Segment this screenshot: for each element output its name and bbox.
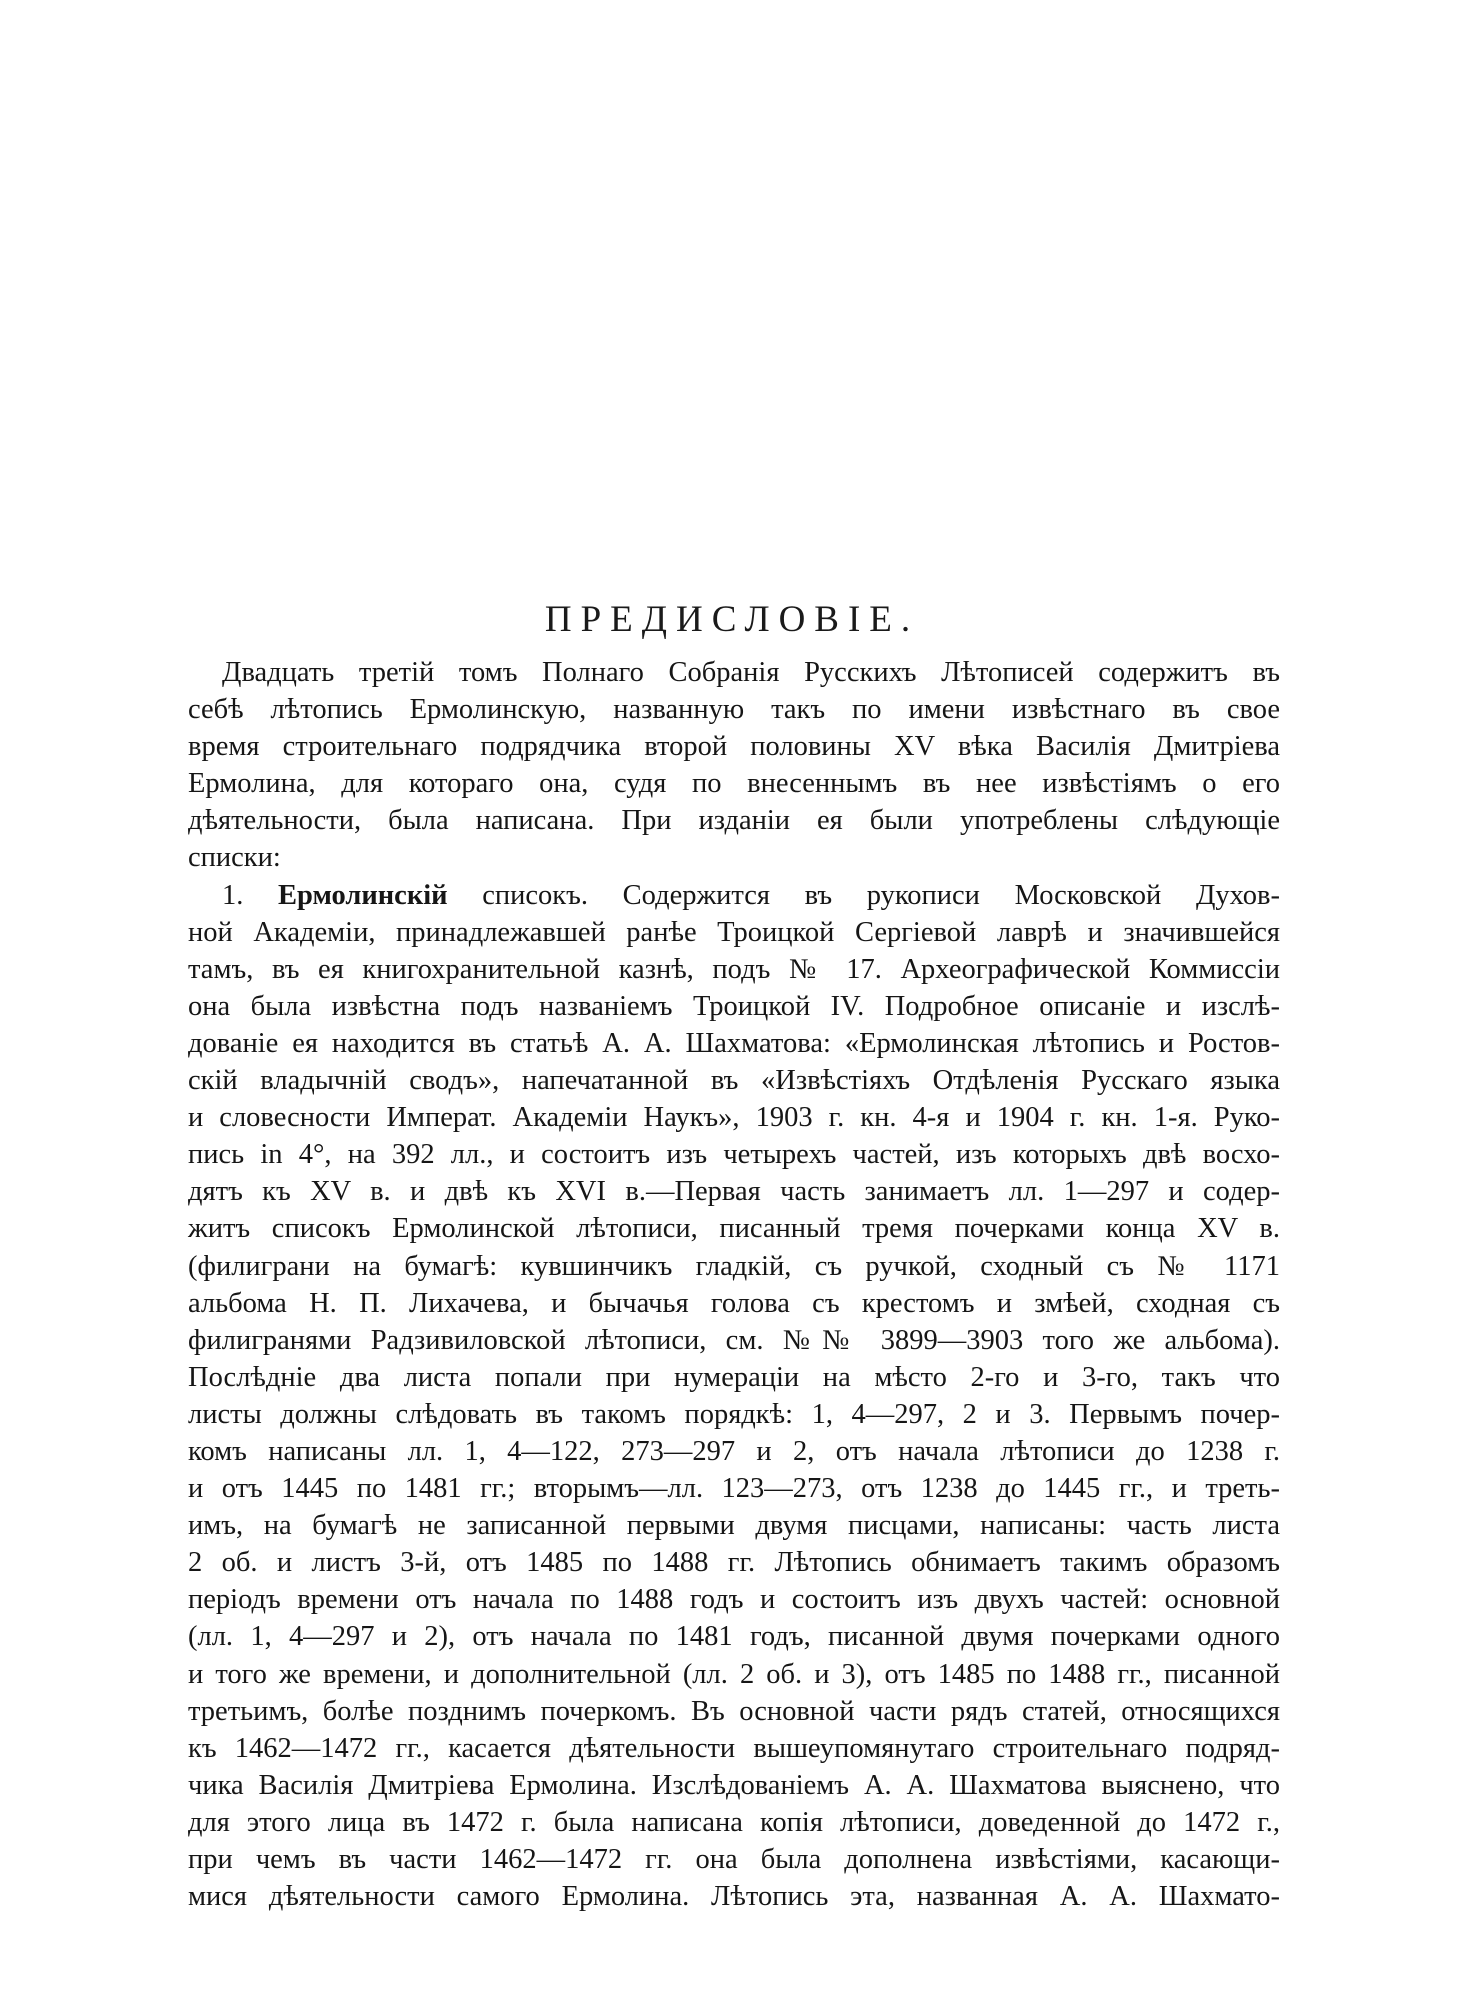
text-line: [188, 1693, 1280, 1730]
line-text: дованіе ея находится въ статьѣ А. А. Шахматова: «Ермолинская лѣтопись и Ростов-: [188, 1027, 1280, 1059]
text-line: [188, 1099, 1280, 1136]
text-line: [188, 988, 1280, 1025]
text-line: [188, 1396, 1280, 1433]
line-text: Послѣдніе два листа попали при нумераціи на мѣсто 2-го и 3-го, такъ что: [188, 1361, 1280, 1393]
line-text: пись in 4°, на 392 лл., и состоитъ изъ четырехъ частей, изъ которыхъ двѣ восхо-: [188, 1139, 1280, 1171]
text-line: [188, 1618, 1280, 1655]
text-line: [188, 914, 1280, 951]
text-line: [188, 1433, 1280, 1470]
line-text: комъ написаны лл. 1, 4—122, 273—297 и 2, отъ начала лѣтописи до 1238 г.: [188, 1435, 1280, 1467]
line-text: и словесности Императ. Академіи Наукъ», 1903 г. кн. 4-я и 1904 г. кн. 1-я. Руко-: [188, 1102, 1280, 1134]
list-number: 1.: [222, 879, 279, 911]
line-text: она была извѣстна подъ названіемъ Троицкой IV. Подробное описаніе и изслѣ-: [188, 990, 1280, 1022]
text-line: [188, 1656, 1280, 1693]
text-line: [188, 1730, 1280, 1767]
text-line: [188, 1841, 1280, 1878]
text-line: [188, 1878, 1280, 1915]
line-text: скій владычній сводъ», напечатанной въ «Извѣстіяхъ Отдѣленія Русскаго языка: [188, 1065, 1280, 1097]
text-line: [188, 802, 1280, 839]
text-line: [188, 839, 1280, 876]
preface-text: [188, 654, 1280, 1915]
line-text: филигранями Радзивиловской лѣтописи, см. №№ 3899—3903 того же альбома).: [188, 1324, 1280, 1356]
line-text: (лл. 1, 4—297 и 2), отъ начала по 1481 годъ, писанной двумя почерками одного: [188, 1621, 1280, 1653]
line-text: житъ списокъ Ермолинской лѣтописи, писанный тремя почерками конца XV в.: [188, 1213, 1280, 1245]
line-text: дѣятельности, была написана. При изданіи ея были употреблены слѣдующіе: [188, 805, 1280, 837]
text-line: [188, 1804, 1280, 1841]
text-line: [188, 1173, 1280, 1210]
line-text: имъ, на бумагѣ не записанной первыми двумя писцами, написаны: часть листа: [188, 1510, 1280, 1542]
text-line: [188, 728, 1280, 765]
text-line: [188, 1025, 1280, 1062]
line-text: альбома Н. П. Лихачева, и бычачья голова съ крестомъ и змѣей, сходная съ: [188, 1287, 1280, 1319]
line-text: Ермолина, для котораго она, судя по внесеннымъ въ нее извѣстіямъ о его: [188, 768, 1280, 800]
text-line: [188, 1210, 1280, 1247]
text-line: [188, 691, 1280, 728]
line-text: для этого лица въ 1472 г. была написана копія лѣтописи, доведенной до 1472 г.,: [188, 1806, 1280, 1838]
text-line: [188, 1767, 1280, 1804]
text-line: [188, 765, 1280, 802]
text-line: [188, 951, 1280, 988]
line-text: мися дѣятельности самого Ермолина. Лѣтопись эта, названная А. А. Шахмато-: [188, 1881, 1280, 1913]
line-text: и того же времени, и дополнительной (лл. 2 об. и 3), отъ 1485 по 1488 гг., писанной: [188, 1658, 1280, 1690]
line-text: дятъ къ XV в. и двѣ къ XVI в.—Первая часть занимаетъ лл. 1—297 и содер-: [188, 1176, 1280, 1208]
text-line: [188, 1544, 1280, 1581]
line-text: тамъ, въ ея книгохранительной казнѣ, подъ № 17. Археографической Коммиссіи: [188, 953, 1280, 985]
line-text: списокъ. Содержится въ рукописи Московской Духов-: [447, 879, 1280, 911]
page-title: ПРЕДИСЛОВІЕ.: [544, 599, 920, 640]
line-text: Двадцать третій томъ Полнаго Собранія Русскихъ Лѣтописей содержитъ въ: [222, 657, 1280, 688]
text-line: [188, 1470, 1280, 1507]
line-text: 2 об. и листъ 3-й, отъ 1485 по 1488 гг. Лѣтопись обнимаетъ такимъ образомъ: [188, 1547, 1280, 1579]
line-text: къ 1462—1472 гг., касается дѣятельности вышеупомянутаго строительнаго подряд-: [188, 1732, 1280, 1764]
line-text: періодъ времени отъ начала по 1488 годъ и состоитъ изъ двухъ частей: основной: [188, 1584, 1280, 1616]
line-text: чика Василія Дмитріева Ермолина. Изслѣдованіемъ А. А. Шахматова выяснено, что: [188, 1769, 1280, 1801]
line-text: при чемъ въ части 1462—1472 гг. она была дополнена извѣстіями, касающи-: [188, 1844, 1280, 1875]
line-text: листы должны слѣдовать въ такомъ порядкѣ: 1, 4—297, 2 и 3. Первымъ почер-: [188, 1398, 1280, 1430]
text-line: [188, 1062, 1280, 1099]
text-line: [188, 654, 1280, 691]
text-line: [188, 1359, 1280, 1396]
line-text: себѣ лѣтопись Ермолинскую, названную такъ по имени извѣстнаго въ свое: [188, 694, 1280, 726]
text-line: [188, 1285, 1280, 1322]
line-text: время строительнаго подрядчика второй половины XV вѣка Василія Дмитріева: [188, 731, 1280, 763]
line-text: ной Академіи, принадлежавшей ранѣе Троицкой Сергіевой лаврѣ и значившейся: [188, 916, 1280, 948]
line-text: (филиграни на бумагѣ: кувшинчикъ гладкій, съ ручкой, сходный съ № 1171: [188, 1250, 1280, 1282]
text-line: [188, 1322, 1280, 1359]
text-line: [188, 1581, 1280, 1618]
list-item-heading: Ермолинскій: [278, 879, 448, 911]
line-text: и отъ 1445 по 1481 гг.; вторымъ—лл. 123—273, отъ 1238 до 1445 гг., и треть-: [188, 1473, 1280, 1505]
text-line: [188, 1136, 1280, 1173]
text-line: [188, 1507, 1280, 1544]
text-line: [188, 877, 1280, 914]
text-line: [188, 1248, 1280, 1285]
line-text: третьимъ, болѣе позднимъ почеркомъ. Въ основной части рядъ статей, относящихся: [188, 1695, 1280, 1727]
line-text: списки:: [188, 842, 281, 874]
